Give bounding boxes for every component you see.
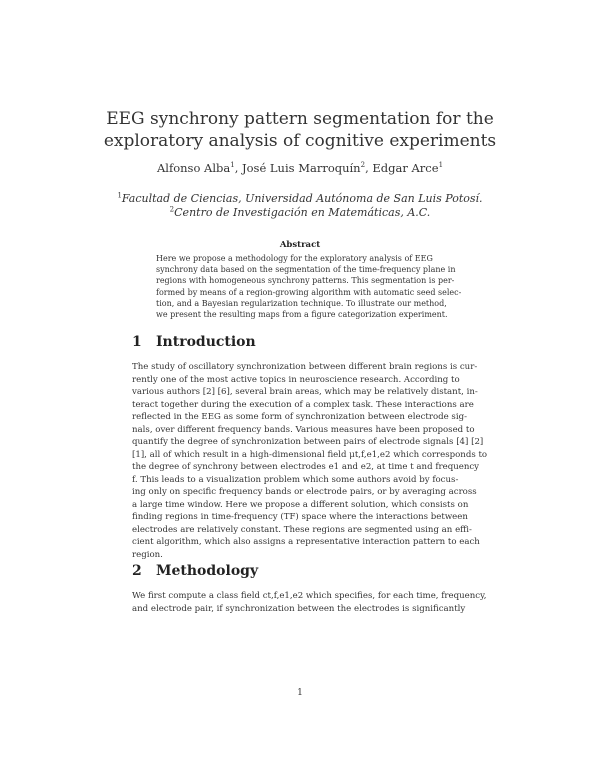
paragraph-line: quantify the degree of synchronization between pairs of electrode signals [4] [2] bbox=[132, 437, 484, 447]
abstract-line: synchrony data based on the segmentation of the time-frequency plane in bbox=[156, 265, 456, 275]
paragraph-line: teract together during the execution of a complex task. These interactions are bbox=[132, 399, 474, 410]
title-line-2: exploratory analysis of cognitive experiments bbox=[103, 131, 497, 151]
abstract-line: formed by means of a region-growing algorithm with automatic seed selec- bbox=[156, 287, 462, 297]
paragraph-line: electrodes are relatively constant. These regions are segmented using an effi- bbox=[132, 524, 472, 535]
section-title: Introduction bbox=[156, 334, 256, 350]
paragraph-line: ing only on specific frequency bands or electrode pairs, or by averaging across bbox=[132, 487, 477, 497]
paragraph-line: We first compute a class field ct,f,e1,e2 which specifies, for each time, frequency, bbox=[132, 591, 487, 601]
title-line-1: EEG synchrony pattern segmentation for the bbox=[106, 109, 494, 129]
author-name: Edgar Arce bbox=[372, 161, 439, 175]
author-sup: 1 bbox=[438, 161, 444, 170]
abstract-line: tion, and a Bayesian regularization technique. To illustrate our method, bbox=[156, 298, 447, 308]
abstract-body bbox=[156, 253, 462, 320]
author-sup: 2 bbox=[360, 161, 366, 170]
paragraph-line: f. This leads to a visualization problem which some authors avoid by focus- bbox=[132, 474, 459, 485]
paragraph-line: the degree of synchrony between electrodes e1 and e2, at time t and frequency bbox=[132, 462, 480, 472]
abstract-heading: Abstract bbox=[279, 240, 321, 250]
section-number: 1 bbox=[132, 334, 142, 350]
methodology-paragraph bbox=[132, 590, 487, 615]
paragraph-line: various authors [2] [6], several brain areas, which may be relatively distant, in- bbox=[132, 387, 478, 397]
page-number: 1 bbox=[297, 688, 303, 698]
paragraph-line: and electrode pair, if synchronization between the electrodes is significantly bbox=[132, 603, 466, 614]
paragraph-line: nals, over different frequency bands. Various measures have been proposed to bbox=[132, 424, 475, 435]
abstract-line: we present the resulting maps from a figure categorization experiment. bbox=[156, 310, 448, 320]
section-heading-methodology bbox=[132, 563, 258, 579]
section-title: Methodology bbox=[156, 563, 259, 579]
paragraph-line: region. bbox=[132, 549, 163, 560]
paragraph-line: reflected in the EEG as some form of synchronization between electrode sig- bbox=[132, 412, 467, 422]
author-name: José Luis Marroquín bbox=[242, 161, 361, 175]
paragraph-line: finding regions in time-frequency (TF) space where the interactions between bbox=[132, 512, 468, 522]
paragraph-line: rently one of the most active topics in neuroscience research. According to bbox=[132, 374, 460, 385]
author-list: Alfonso Alba$^1$, José Luis Marroquín$^2$, Edgar Arce$^1$ bbox=[156, 161, 444, 175]
author-name: Alfonso Alba bbox=[156, 161, 231, 175]
author-sup: 1 bbox=[230, 161, 235, 170]
paper-title bbox=[60, 108, 540, 152]
paragraph-line: a large time window. Here we propose a different solution, which consists on bbox=[132, 499, 469, 510]
abstract-line: regions with homogeneous synchrony patterns. This segmentation is per- bbox=[156, 276, 455, 286]
introduction-paragraph bbox=[132, 361, 488, 561]
paragraph-line: cient algorithm, which also assigns a representative interaction pattern to each bbox=[132, 537, 480, 547]
affiliation-1: $^1$Facultad de Ciencias, Universidad Autónoma de San Luis Potosí. bbox=[117, 191, 483, 205]
section-number: 2 bbox=[132, 563, 142, 579]
affiliations bbox=[60, 192, 540, 220]
paragraph-line: The study of oscillatory synchronization between different brain regions is cur- bbox=[132, 362, 478, 372]
section-heading-introduction bbox=[132, 334, 256, 350]
paragraph-line: [1], all of which result in a high-dimensional field μt,f,e1,e2 which corresponds to bbox=[132, 449, 488, 460]
abstract-line: Here we propose a methodology for the exploratory analysis of EEG bbox=[156, 254, 433, 263]
affiliation-2: $^2$Centro de Investigación en Matemáticas, A.C. bbox=[169, 205, 431, 219]
